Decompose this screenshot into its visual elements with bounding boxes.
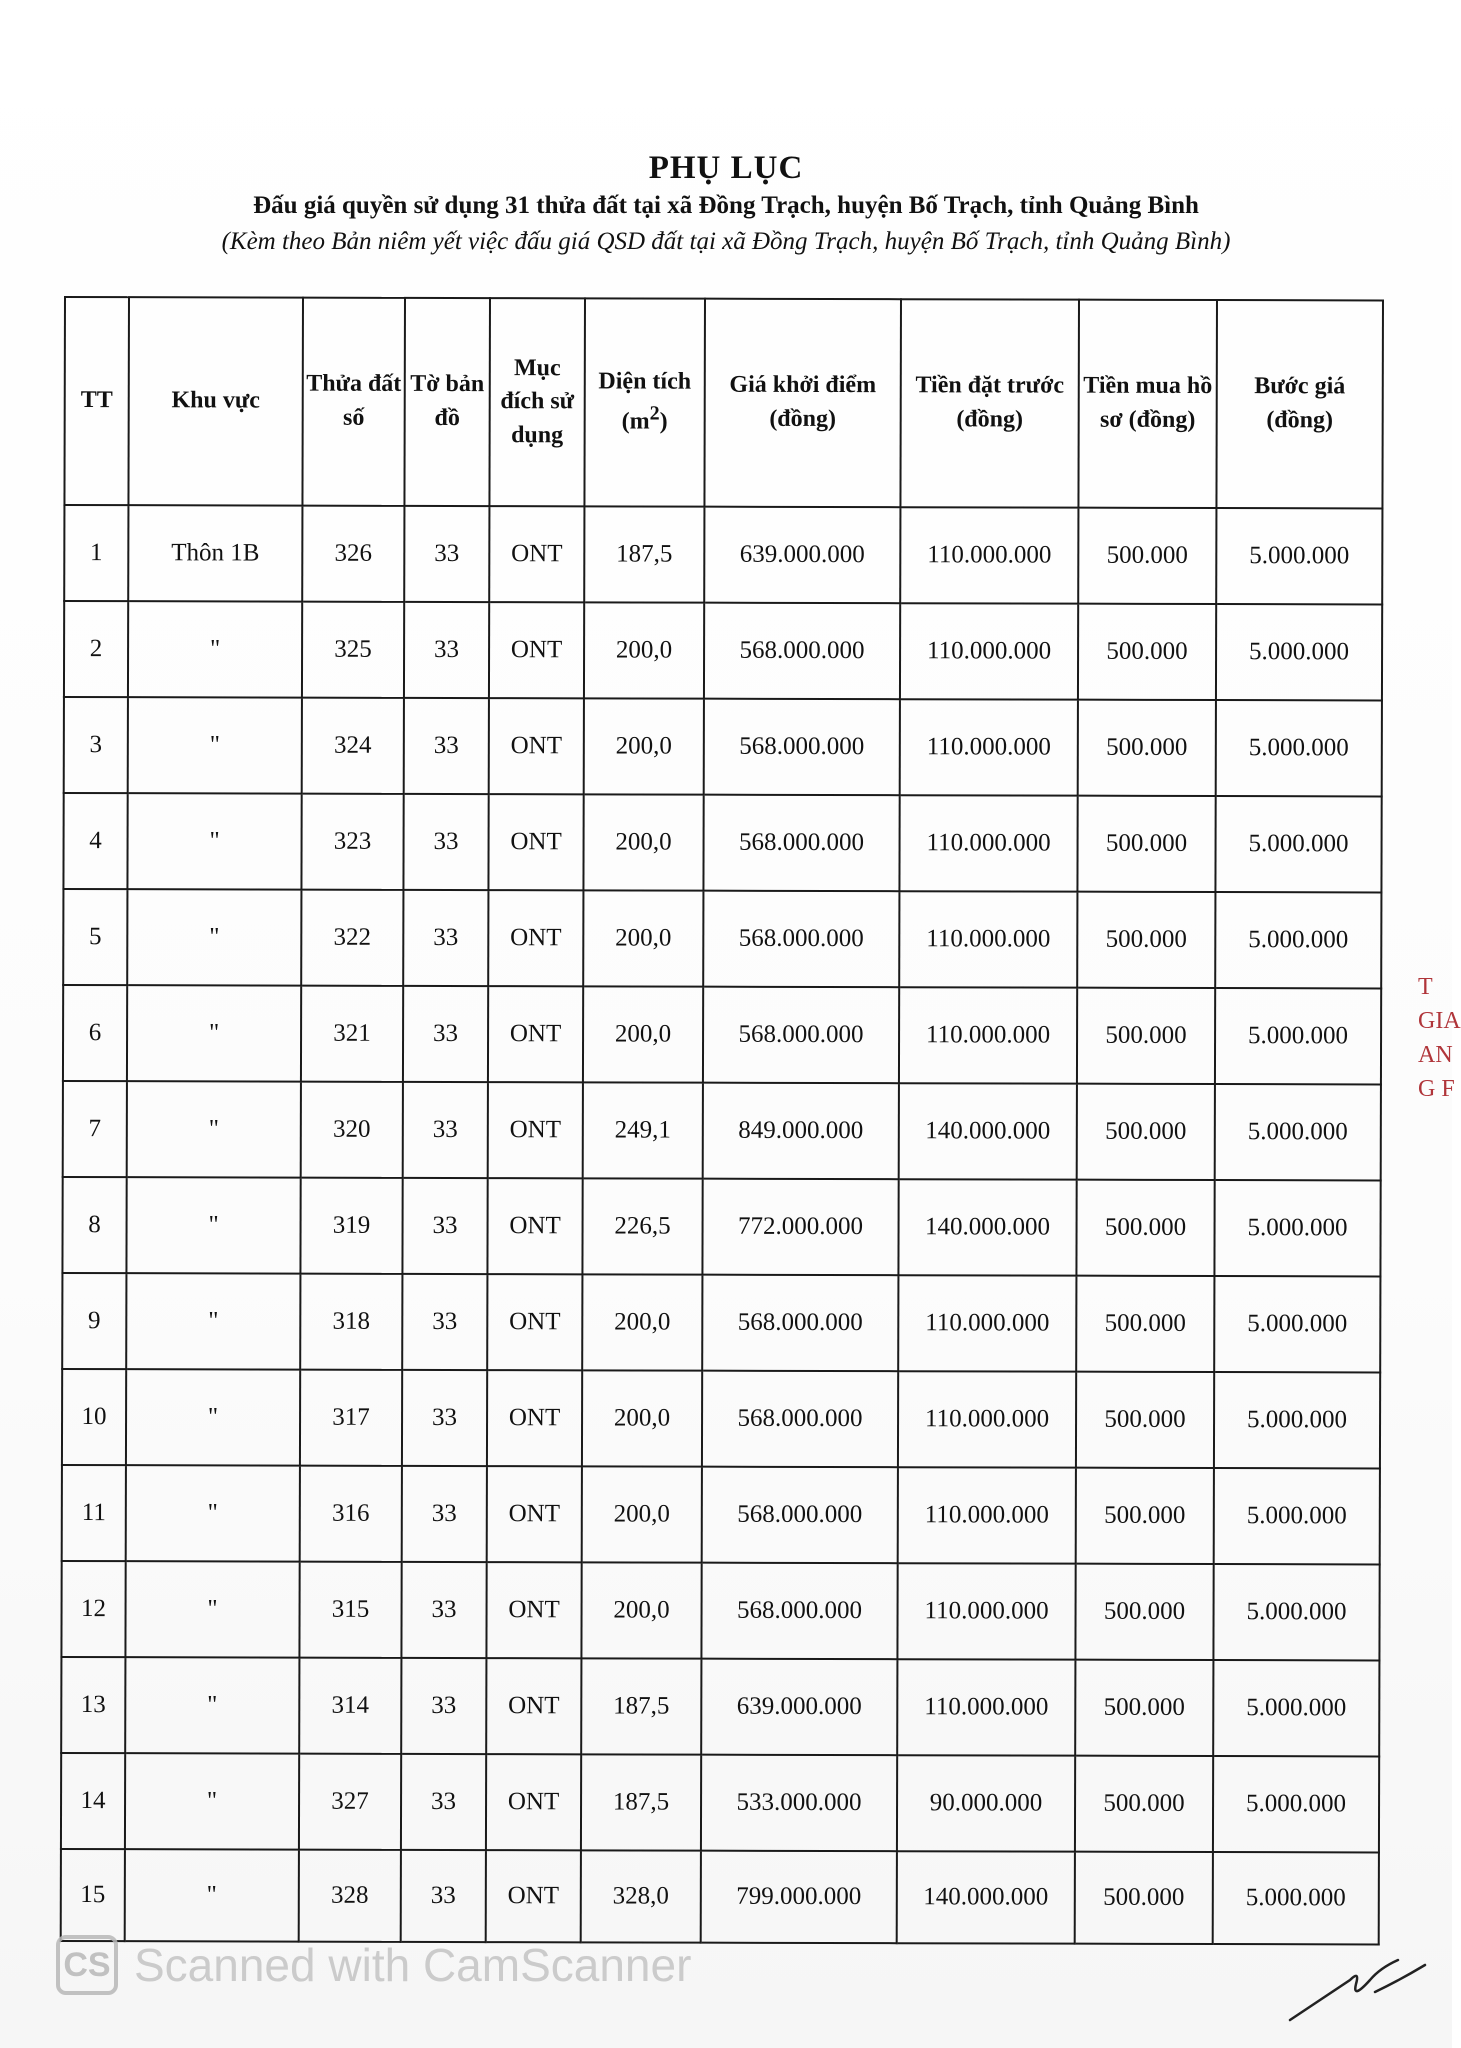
table-row — [63, 1081, 1381, 1180]
cell-to-ban-do: 33 — [402, 1274, 487, 1370]
table-row — [64, 697, 1382, 796]
cell-gia-khoi-diem: 568.000.000 — [702, 1371, 898, 1468]
cell-dien-tich: 187,5 — [581, 1658, 701, 1754]
cell-tien-mua-ho-so: 500.000 — [1078, 700, 1216, 796]
cell-buoc-gia: 5.000.000 — [1214, 1276, 1380, 1372]
header-muc-dich: Mục đích sử dụng — [489, 298, 585, 506]
cell-buoc-gia: 5.000.000 — [1213, 1756, 1379, 1852]
stamp-line: AN — [1418, 1042, 1453, 1068]
cell-to-ban-do: 33 — [403, 1082, 488, 1178]
cell-tien-dat-truoc: 110.000.000 — [899, 891, 1077, 987]
cell-khu-vuc: " — [125, 1849, 299, 1941]
table-row — [64, 505, 1382, 604]
cell-thua-dat: 326 — [302, 506, 404, 602]
cell-tt: 13 — [61, 1657, 125, 1753]
table-row — [62, 1273, 1380, 1372]
cell-to-ban-do: 33 — [403, 890, 488, 986]
table-row — [61, 1849, 1379, 1944]
cell-khu-vuc: " — [125, 1657, 299, 1753]
cell-tien-dat-truoc: 110.000.000 — [900, 603, 1078, 699]
cell-dien-tich: 200,0 — [584, 602, 704, 698]
cell-tt: 4 — [63, 793, 127, 889]
cell-tien-mua-ho-so: 500.000 — [1076, 1468, 1214, 1564]
header-thua-dat: Thửa đất số — [302, 298, 405, 506]
table-row — [62, 1369, 1380, 1468]
cell-dien-tich: 249,1 — [583, 1082, 703, 1178]
cell-thua-dat: 325 — [302, 602, 404, 698]
cell-tien-dat-truoc: 110.000.000 — [898, 1467, 1076, 1563]
cell-tien-mua-ho-so: 500.000 — [1077, 796, 1215, 892]
camscanner-watermark — [56, 1932, 691, 1998]
cell-khu-vuc: Thôn 1B — [128, 505, 302, 601]
table-header-row — [64, 297, 1383, 508]
cell-muc-dich: ONT — [489, 698, 584, 794]
cell-tt: 10 — [62, 1369, 126, 1465]
table-row — [63, 793, 1381, 892]
cell-gia-khoi-diem: 568.000.000 — [703, 987, 899, 1084]
cell-to-ban-do: 33 — [404, 602, 489, 698]
cell-thua-dat: 314 — [299, 1658, 401, 1754]
cell-thua-dat: 316 — [300, 1466, 402, 1562]
cell-thua-dat: 322 — [301, 890, 403, 986]
cell-muc-dich: ONT — [487, 1178, 582, 1274]
header-buoc-gia: Bước giá (đồng) — [1216, 300, 1383, 508]
cell-muc-dich: ONT — [486, 1562, 581, 1658]
header-gia-khoi-diem: Giá khởi điểm (đồng) — [704, 299, 901, 508]
document-title: PHỤ LỤC — [648, 150, 804, 186]
cell-muc-dich: ONT — [488, 890, 583, 986]
header-dien-tich-sup: 2 — [649, 402, 660, 425]
header-tt: TT — [64, 297, 129, 505]
cell-tien-dat-truoc: 140.000.000 — [899, 1083, 1077, 1179]
header-to-ban-do: Tờ bản đồ — [404, 298, 490, 506]
cell-muc-dich: ONT — [488, 986, 583, 1082]
cell-muc-dich: ONT — [486, 1658, 581, 1754]
cell-tt: 5 — [63, 889, 127, 985]
cell-buoc-gia: 5.000.000 — [1214, 1468, 1380, 1564]
cell-tien-dat-truoc: 110.000.000 — [897, 1563, 1075, 1659]
table-row — [61, 1657, 1379, 1756]
cell-tien-mua-ho-so: 500.000 — [1076, 1372, 1214, 1468]
cell-to-ban-do: 33 — [401, 1754, 486, 1850]
cell-muc-dich: ONT — [487, 1370, 582, 1466]
table-row — [63, 889, 1381, 988]
stamp-line: G F — [1418, 1076, 1455, 1102]
cell-khu-vuc: " — [127, 985, 301, 1081]
cell-tien-dat-truoc: 110.000.000 — [900, 507, 1078, 603]
cell-tien-dat-truoc: 110.000.000 — [899, 795, 1077, 891]
cell-dien-tich: 226,5 — [582, 1178, 702, 1274]
cell-gia-khoi-diem: 568.000.000 — [701, 1563, 897, 1660]
cell-gia-khoi-diem: 639.000.000 — [701, 1659, 897, 1756]
cell-buoc-gia: 5.000.000 — [1216, 604, 1382, 700]
cell-buoc-gia: 5.000.000 — [1214, 1180, 1380, 1276]
signature-scribble — [1280, 1940, 1430, 2030]
cell-to-ban-do: 33 — [403, 794, 488, 890]
cell-muc-dich: ONT — [489, 506, 584, 602]
cell-tien-mua-ho-so: 500.000 — [1078, 604, 1216, 700]
cell-khu-vuc: " — [125, 1753, 299, 1849]
cell-tt: 11 — [62, 1465, 126, 1561]
cell-buoc-gia: 5.000.000 — [1214, 1372, 1380, 1468]
header-khu-vuc: Khu vực — [128, 297, 303, 505]
cell-to-ban-do: 33 — [402, 1466, 487, 1562]
cell-tien-mua-ho-so: 500.000 — [1077, 1084, 1215, 1180]
header-dien-tich-close: ) — [659, 408, 668, 435]
table-row — [62, 1177, 1380, 1276]
cell-tien-dat-truoc: 110.000.000 — [898, 1371, 1076, 1467]
red-stamp-fragment — [1418, 970, 1461, 1210]
cell-gia-khoi-diem: 799.000.000 — [701, 1851, 897, 1944]
cell-tien-mua-ho-so: 500.000 — [1078, 508, 1216, 604]
cell-muc-dich: ONT — [486, 1754, 581, 1850]
cell-tien-mua-ho-so: 500.000 — [1077, 892, 1215, 988]
cell-thua-dat: 327 — [299, 1754, 401, 1850]
cell-buoc-gia: 5.000.000 — [1215, 892, 1381, 988]
cell-gia-khoi-diem: 568.000.000 — [703, 891, 899, 988]
cell-muc-dich: ONT — [489, 602, 584, 698]
cell-tt: 15 — [61, 1849, 125, 1941]
cell-to-ban-do: 33 — [402, 1370, 487, 1466]
cell-tien-mua-ho-so: 500.000 — [1075, 1852, 1213, 1944]
cell-thua-dat: 328 — [299, 1850, 401, 1942]
header-tien-mua-ho-so: Tiền mua hồ sơ (đồng) — [1078, 300, 1217, 508]
cell-gia-khoi-diem: 849.000.000 — [703, 1083, 899, 1180]
cell-tien-mua-ho-so: 500.000 — [1076, 1276, 1214, 1372]
cell-khu-vuc: " — [127, 889, 301, 985]
cell-dien-tich: 200,0 — [584, 698, 704, 794]
cell-buoc-gia: 5.000.000 — [1216, 700, 1382, 796]
table-body — [61, 505, 1383, 1944]
cell-muc-dich: ONT — [488, 1082, 583, 1178]
cell-thua-dat: 315 — [299, 1562, 401, 1658]
cell-buoc-gia: 5.000.000 — [1213, 1660, 1379, 1756]
cell-tt: 6 — [63, 985, 127, 1081]
cell-khu-vuc: " — [126, 1177, 300, 1273]
cell-to-ban-do: 33 — [404, 698, 489, 794]
cell-khu-vuc: " — [126, 1465, 300, 1561]
cell-tt: 3 — [64, 697, 128, 793]
header-dien-tich-label: Diện tích — [598, 368, 692, 396]
cell-dien-tich: 200,0 — [582, 1274, 702, 1370]
cell-gia-khoi-diem: 568.000.000 — [702, 1275, 898, 1372]
cell-gia-khoi-diem: 568.000.000 — [704, 603, 900, 700]
table-row — [61, 1753, 1379, 1852]
cell-gia-khoi-diem: 568.000.000 — [703, 795, 899, 892]
cell-khu-vuc: " — [128, 601, 302, 697]
cell-muc-dich: ONT — [487, 1274, 582, 1370]
cell-buoc-gia: 5.000.000 — [1213, 1564, 1379, 1660]
stamp-line: GIA — [1418, 1008, 1461, 1034]
cell-thua-dat: 324 — [302, 698, 404, 794]
cell-tien-mua-ho-so: 500.000 — [1075, 1660, 1213, 1756]
cell-khu-vuc: " — [126, 1369, 300, 1465]
cell-to-ban-do: 33 — [401, 1562, 486, 1658]
cell-to-ban-do: 33 — [401, 1658, 486, 1754]
cell-thua-dat: 321 — [301, 986, 403, 1082]
cell-muc-dich: ONT — [488, 794, 583, 890]
cell-gia-khoi-diem: 568.000.000 — [704, 699, 900, 796]
header-tien-dat-truoc: Tiền đặt trước (đồng) — [900, 299, 1079, 507]
cell-tt: 14 — [61, 1753, 125, 1849]
document-note: (Kèm theo Bản niêm yết việc đấu giá QSD đất tại xã Đồng Trạch, huyện Bố Trạch, tỉnh Quảng Bình) — [221, 228, 1231, 255]
cell-thua-dat: 323 — [301, 794, 403, 890]
table-row — [62, 1465, 1380, 1564]
cell-dien-tich: 200,0 — [583, 794, 703, 890]
watermark-text: Scanned with CamScanner — [134, 1939, 692, 1991]
cell-buoc-gia: 5.000.000 — [1215, 1084, 1381, 1180]
cell-tien-dat-truoc: 110.000.000 — [900, 699, 1078, 795]
cell-thua-dat: 318 — [300, 1274, 402, 1370]
cell-tien-dat-truoc: 90.000.000 — [897, 1755, 1075, 1851]
cell-gia-khoi-diem: 533.000.000 — [701, 1755, 897, 1852]
cell-tien-mua-ho-so: 500.000 — [1075, 1564, 1213, 1660]
cell-khu-vuc: " — [127, 1081, 301, 1177]
stamp-line: T — [1418, 974, 1433, 1000]
cell-buoc-gia: 5.000.000 — [1215, 988, 1381, 1084]
cell-buoc-gia: 5.000.000 — [1216, 508, 1382, 604]
cell-thua-dat: 319 — [300, 1178, 402, 1274]
cell-gia-khoi-diem: 568.000.000 — [702, 1467, 898, 1564]
cell-khu-vuc: " — [126, 1273, 300, 1369]
cell-gia-khoi-diem: 772.000.000 — [702, 1179, 898, 1276]
cell-dien-tich: 200,0 — [582, 1466, 702, 1562]
cell-khu-vuc: " — [127, 793, 301, 889]
cell-tt: 12 — [61, 1561, 125, 1657]
table-row — [63, 985, 1381, 1084]
cell-gia-khoi-diem: 639.000.000 — [704, 507, 900, 604]
camscanner-logo-icon: CS — [56, 1935, 118, 1995]
cell-tien-dat-truoc: 140.000.000 — [898, 1179, 1076, 1275]
cell-dien-tich: 200,0 — [582, 1370, 702, 1466]
document-subtitle: Đấu giá quyền sử dụng 31 thửa đất tại xã Đồng Trạch, huyện Bố Trạch, tỉnh Quảng Bình — [253, 192, 1199, 219]
cell-tt: 7 — [63, 1081, 127, 1177]
auction-table — [60, 296, 1384, 1945]
cell-tien-mua-ho-so: 500.000 — [1075, 1756, 1213, 1852]
cell-buoc-gia: 5.000.000 — [1215, 796, 1381, 892]
cell-dien-tich: 200,0 — [583, 986, 703, 1082]
cell-tien-dat-truoc: 140.000.000 — [897, 1851, 1075, 1943]
cell-to-ban-do: 33 — [404, 506, 489, 602]
cell-dien-tich: 187,5 — [581, 1754, 701, 1850]
cell-muc-dich: ONT — [487, 1466, 582, 1562]
cell-tt: 9 — [62, 1273, 126, 1369]
cell-tien-mua-ho-so: 500.000 — [1076, 1180, 1214, 1276]
cell-tt: 8 — [62, 1177, 126, 1273]
table-row — [61, 1561, 1379, 1660]
table-row — [64, 601, 1382, 700]
cell-to-ban-do: 33 — [402, 1178, 487, 1274]
cell-tt: 1 — [64, 505, 128, 601]
cell-tien-dat-truoc: 110.000.000 — [898, 1275, 1076, 1371]
cell-muc-dich: ONT — [486, 1850, 581, 1942]
cell-tien-dat-truoc: 110.000.000 — [897, 1659, 1075, 1755]
cell-to-ban-do: 33 — [403, 986, 488, 1082]
cell-tt: 2 — [64, 601, 128, 697]
cell-dien-tich: 200,0 — [581, 1562, 701, 1658]
cell-to-ban-do: 33 — [401, 1850, 486, 1942]
cell-thua-dat: 320 — [301, 1082, 403, 1178]
header-dien-tich — [584, 298, 705, 506]
cell-dien-tich: 200,0 — [583, 890, 703, 986]
header-dien-tich-unit: (m — [621, 408, 650, 435]
cell-dien-tich: 187,5 — [584, 506, 704, 602]
cell-khu-vuc: " — [128, 697, 302, 793]
cell-khu-vuc: " — [125, 1561, 299, 1657]
cell-tien-dat-truoc: 110.000.000 — [899, 987, 1077, 1083]
cell-thua-dat: 317 — [300, 1370, 402, 1466]
cell-dien-tich: 328,0 — [581, 1850, 701, 1942]
cell-tien-mua-ho-so: 500.000 — [1077, 988, 1215, 1084]
cell-buoc-gia: 5.000.000 — [1213, 1852, 1379, 1944]
